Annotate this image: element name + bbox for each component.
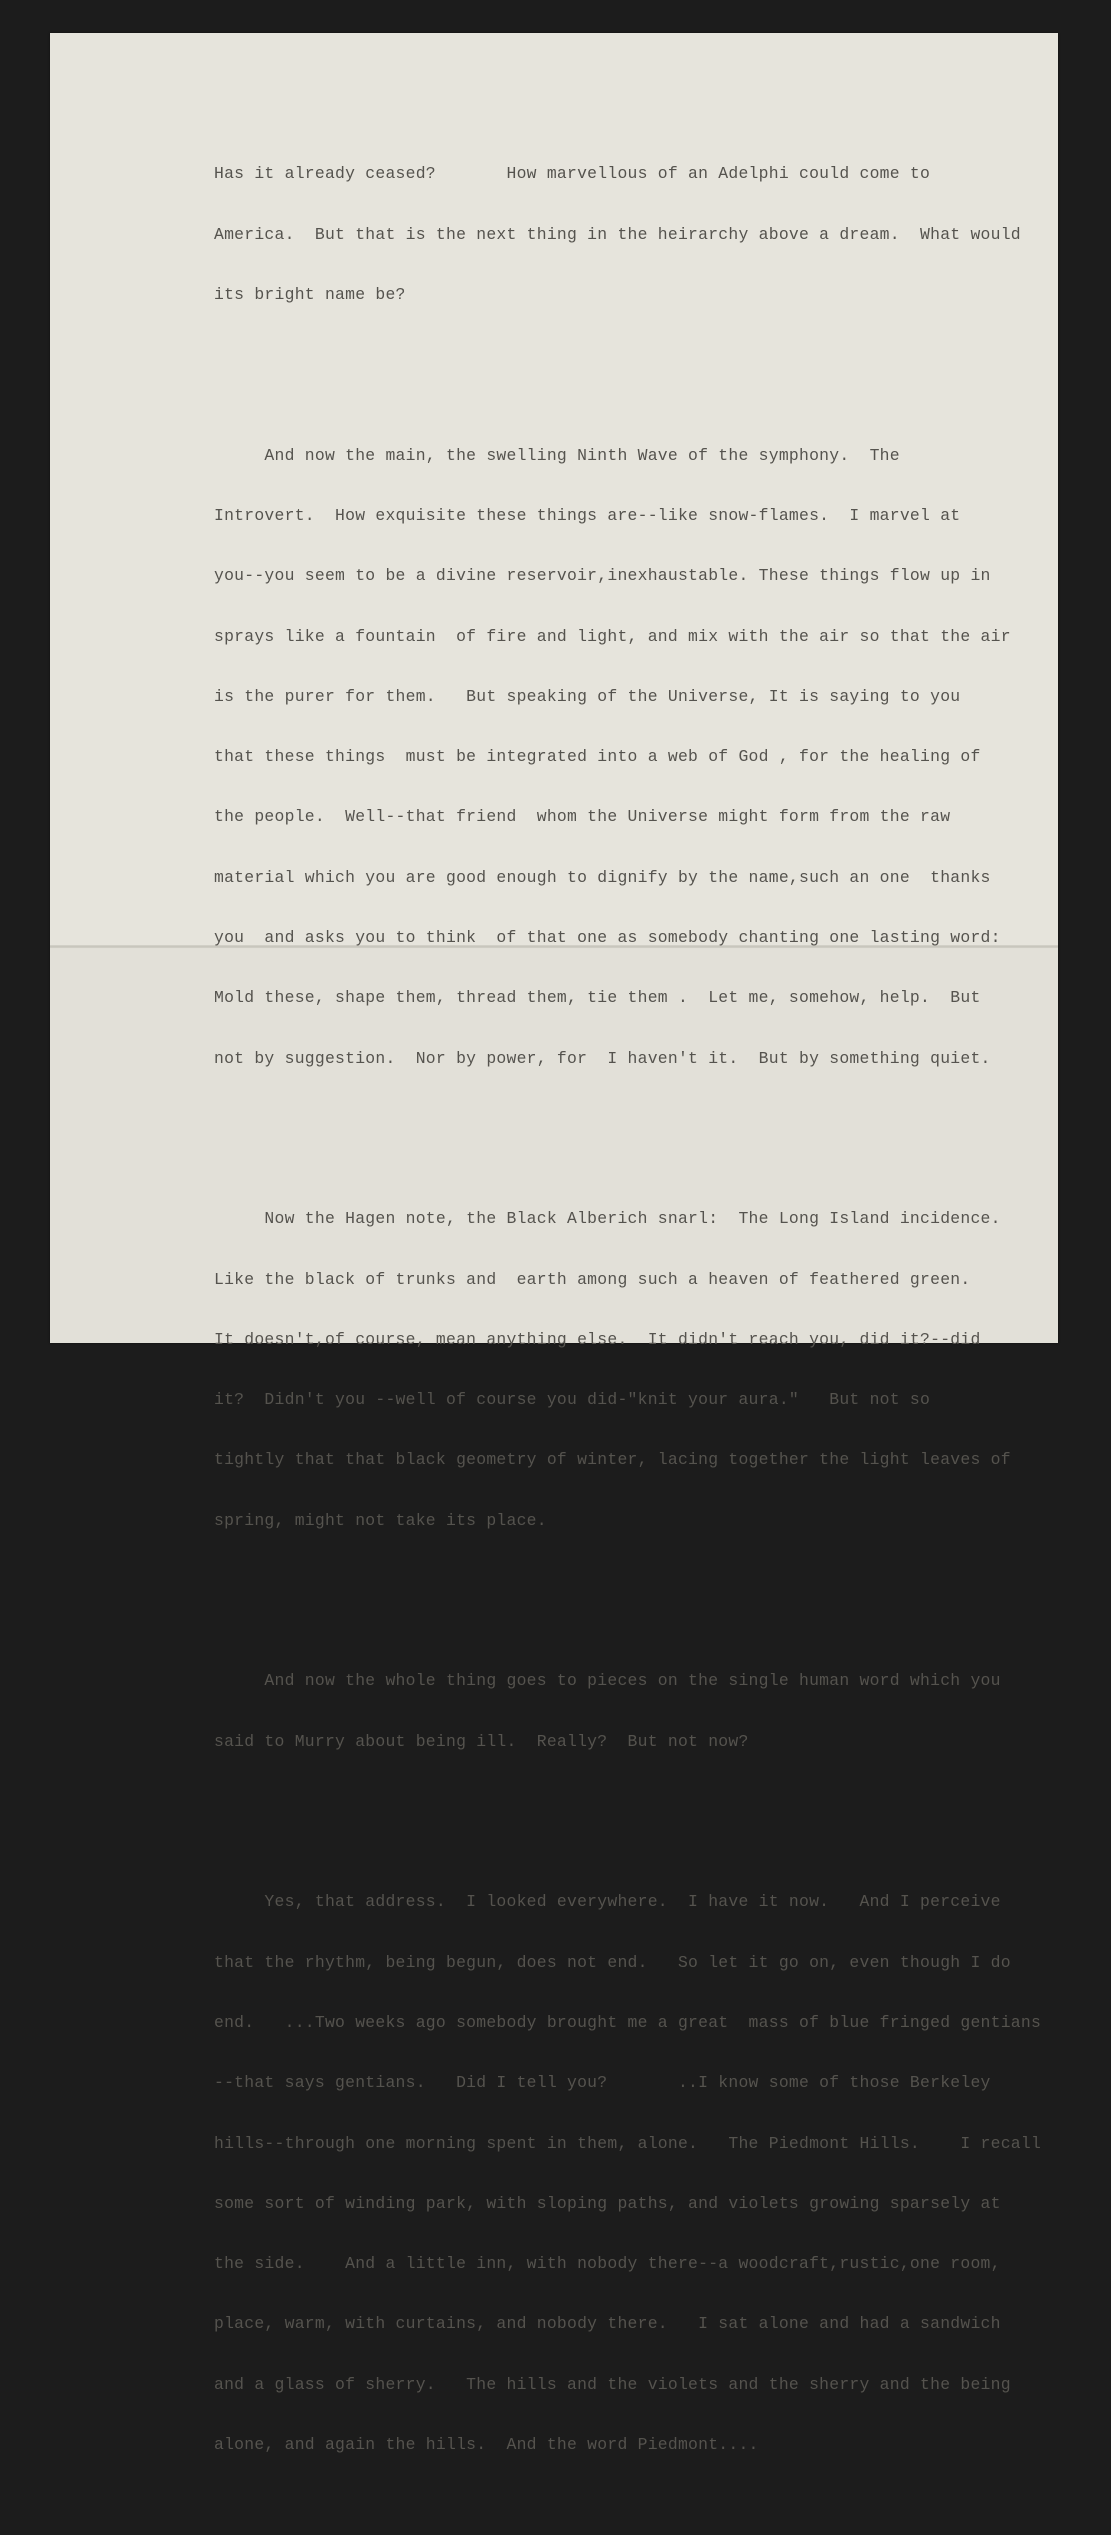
paragraph-1 [214,124,1044,345]
text-line: place, warm, with curtains, and nobody there. I sat alone and had a sandwich [214,2314,1001,2334]
typed-letter-body [214,84,1044,2535]
text-line: is the purer for them. But speaking of the Universe, It is saying to you [214,686,961,706]
text-line: alone, and again the hills. And the word Piedmont.... [214,2434,759,2454]
text-line: end. ...Two weeks ago somebody brought me a great mass of blue fringed gentians [214,2013,1042,2032]
text-line: hills--through one morning spent in them, alone. The Piedmont Hills. I recall [214,2133,1042,2153]
text-line: Has it already ceased? How marvellous of an Adelphi could come to [214,164,931,184]
text-line: you--you seem to be a divine reservoir,inexhaustable. These things flow up in [214,566,991,586]
paragraph-5 [214,1852,1044,2495]
text-line: sprays like a fountain of fire and light, and mix with the air so that the air [214,626,1011,646]
text-line: and a glass of sherry. The hills and the violets and the sherry and the being [214,2374,1011,2394]
text-line: that the rhythm, being begun, does not end. So let it go on, even though I do [214,1952,1011,1972]
text-line: Now the Hagen note, the Black Alberich snarl: The Long Island incidence. [214,1209,1001,1229]
paragraph-2 [214,406,1044,1109]
paragraph-4 [214,1631,1044,1792]
text-line: America. But that is the next thing in the heirarchy above a dream. What would [214,224,1021,244]
text-line: its bright name be? [214,284,406,304]
text-line: And now the main, the swelling Ninth Wave of the symphony. The [214,445,900,465]
text-line: Yes, that address. I looked everywhere. I have it now. And I perceive [214,1892,1001,1912]
text-line: the people. Well--that friend whom the Universe might form from the raw [214,807,951,827]
text-line: Introvert. How exquisite these things are--like snow-flames. I marvel at [214,505,961,525]
letter-page [50,33,1058,2454]
text-line: material which you are good enough to dignify by the name,such an one thanks [214,867,991,887]
text-line: that these things must be integrated into a web of God , for the healing of [214,747,981,767]
text-line: not by suggestion. Nor by power, for I haven't it. But by something quiet. [214,1048,991,1068]
text-line: it? Didn't you --well of course you did-"knit your aura." But not so [214,1390,931,1410]
text-line: tightly that that black geometry of winter, lacing together the light leaves of [214,1450,1011,1470]
paragraph-3 [214,1169,1044,1571]
text-line: It doesn't,of course, mean anything else. It didn't reach you, did it?--did [214,1329,981,1349]
text-line: And now the whole thing goes to pieces on the single human word which you [214,1671,1001,1691]
text-line: spring, might not take its place. [214,1510,547,1530]
text-line: said to Murry about being ill. Really? But not now? [214,1731,749,1751]
text-line: the side. And a little inn, with nobody there--a woodcraft,rustic,one room, [214,2254,1001,2274]
text-line: Like the black of trunks and earth among such a heaven of feathered green. [214,1269,971,1289]
text-line: --that says gentians. Did I tell you? ..I know some of those Berkeley [214,2073,991,2093]
text-line: you and asks you to think of that one as somebody chanting one lasting word: [214,927,1001,947]
text-line: Mold these, shape them, thread them, tie them . Let me, somehow, help. But [214,988,981,1008]
text-line: some sort of winding park, with sloping paths, and violets growing sparsely at [214,2193,1001,2213]
